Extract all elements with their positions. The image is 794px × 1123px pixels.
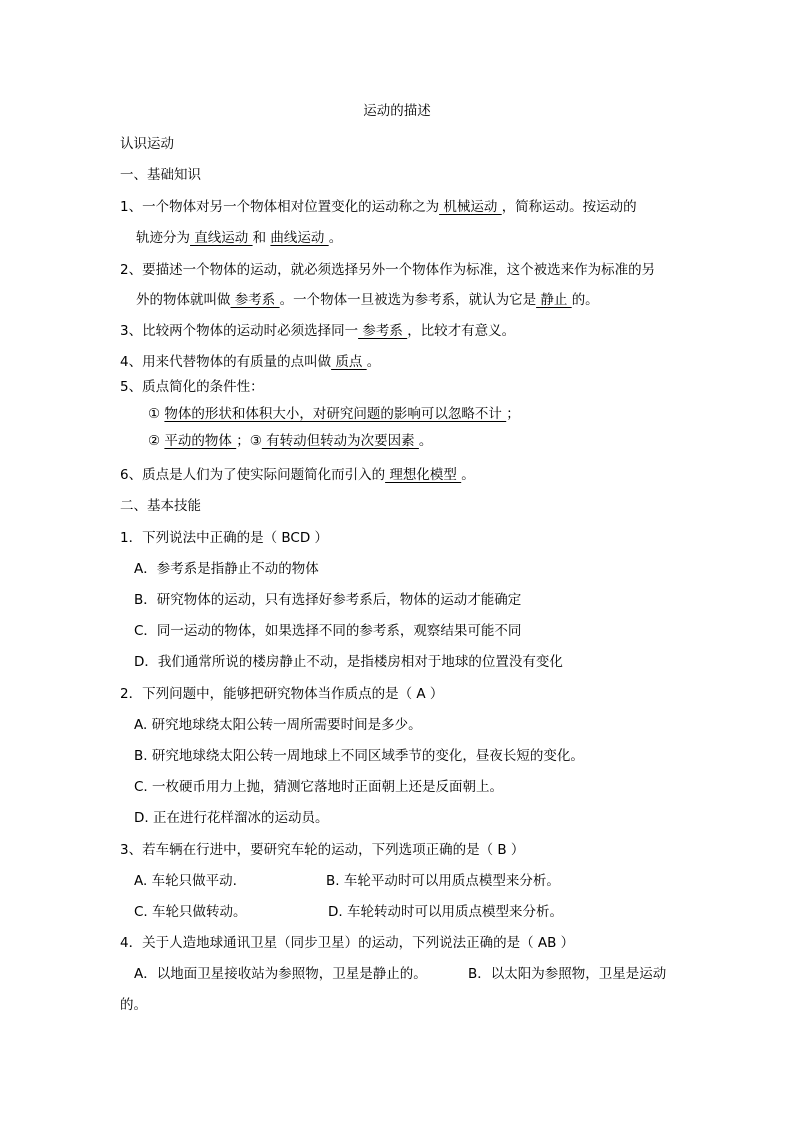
p2-q3-stem: 3、若车辆在行进中，要研究车轮的运动，下列选项正确的是（ B ） <box>120 842 525 858</box>
p2-q3-option-a: A. 车轮只做平动. <box>134 873 237 889</box>
p1-q5-condition-2: ② 平动的物体 ；③ 有转动但转动为次要因素 。 <box>148 433 433 449</box>
p1-q1-answer-3: 曲线运动 <box>270 230 329 246</box>
p1-q2-answer-1: 参考系 <box>230 292 280 308</box>
p1-q1-line2: 轨迹分为 直线运动 和 曲线运动 。 <box>136 230 343 246</box>
p2-q4-option-a: A．以地面卫星接收站为参照物，卫星是静止的。 <box>134 966 427 982</box>
p2-q2-option-d: D. 正在进行花样溜冰的运动员。 <box>134 810 329 826</box>
p1-q2-line2: 外的物体就叫做 参考系 。一个物体一旦被选为参考系，就认为它是 静止 的。 <box>136 292 599 308</box>
part2-heading: 二、基本技能 <box>120 498 201 514</box>
part1-heading: 一、基础知识 <box>120 167 201 183</box>
p1-q5-heading: 5、质点简化的条件性： <box>120 379 264 395</box>
p2-q3-option-b: B. 车轮平动时可以用质点模型来分析。 <box>326 873 560 889</box>
p2-q2-option-a: A. 研究地球绕太阳公转一周所需要时间是多少。 <box>134 717 422 733</box>
p1-q6-answer: 理想化模型 <box>385 467 462 483</box>
p1-q5-condition-1: ① 物体的形状和体积大小，对研究问题的影响可以忽略不计 ； <box>148 406 520 422</box>
p2-q1-option-c: C．同一运动的物体，如果选择不同的参考系，观察结果可能不同 <box>134 623 522 639</box>
p2-q3-option-c: C. 车轮只做转动。 <box>134 904 247 920</box>
p2-q4-stem: 4．关于人造地球通讯卫星（同步卫星）的运动，下列说法正确的是（ AB ） <box>120 935 575 951</box>
page-title: 运动的描述 <box>363 103 431 119</box>
p2-q4-option-b: B．以太阳为参照物，卫星是运动 <box>468 966 667 982</box>
p1-q3: 3、比较两个物体的运动时必须选择同一 参考系 ，比较才有意义。 <box>120 323 516 339</box>
p2-q2-option-b: B. 研究地球绕太阳公转一周地球上不同区域季节的变化，昼夜长短的变化。 <box>134 748 584 764</box>
p2-q1-option-a: A．参考系是指静止不动的物体 <box>134 561 319 577</box>
p2-q2-stem: 2．下列问题中，能够把研究物体当作质点的是（ A ） <box>120 686 444 702</box>
p1-q1-answer-2: 直线运动 <box>190 230 253 246</box>
p1-q5-answer-1: 物体的形状和体积大小，对研究问题的影响可以忽略不计 <box>164 406 507 422</box>
p1-q6: 6、质点是人们为了使实际问题简化而引入的 理想化模型 。 <box>120 467 475 483</box>
p2-q3-option-d: D. 车轮转动时可以用质点模型来分析。 <box>328 904 563 920</box>
p1-q5-answer-2: 平动的物体 <box>164 433 237 449</box>
p1-q2-line1: 2、要描述一个物体的运动，就必须选择另外一个物体作为标准，这个被选来作为标准的另 <box>120 262 656 278</box>
p1-q3-answer: 参考系 <box>358 323 408 339</box>
p1-q1-line1: 1、一个物体对另一个物体相对位置变化的运动称之为 机械运动 ，简称运动。按运动的 <box>120 199 637 215</box>
p2-q1-stem: 1．下列说法中正确的是（ BCD ） <box>120 530 329 546</box>
p1-q4-answer: 质点 <box>331 354 367 370</box>
p2-q4-continuation: 的。 <box>120 997 147 1013</box>
p1-q4: 4、用来代替物体的有质量的点叫做 质点 。 <box>120 354 381 370</box>
p1-q2-answer-2: 静止 <box>536 292 572 308</box>
p1-q1-answer-1: 机械运动 <box>439 199 502 215</box>
p2-q2-option-c: C. 一枚硬币用力上抛，猜测它落地时正面朝上还是反面朝上。 <box>134 779 504 795</box>
p2-q1-option-b: B．研究物体的运动，只有选择好参考系后，物体的运动才能确定 <box>134 592 522 608</box>
p1-q5-answer-3: 有转动但转动为次要因素 <box>261 433 419 449</box>
section-title: 认识运动 <box>120 136 174 152</box>
p2-q1-option-d: D．我们通常所说的楼房静止不动，是指楼房相对于地球的位置没有变化 <box>134 654 563 670</box>
